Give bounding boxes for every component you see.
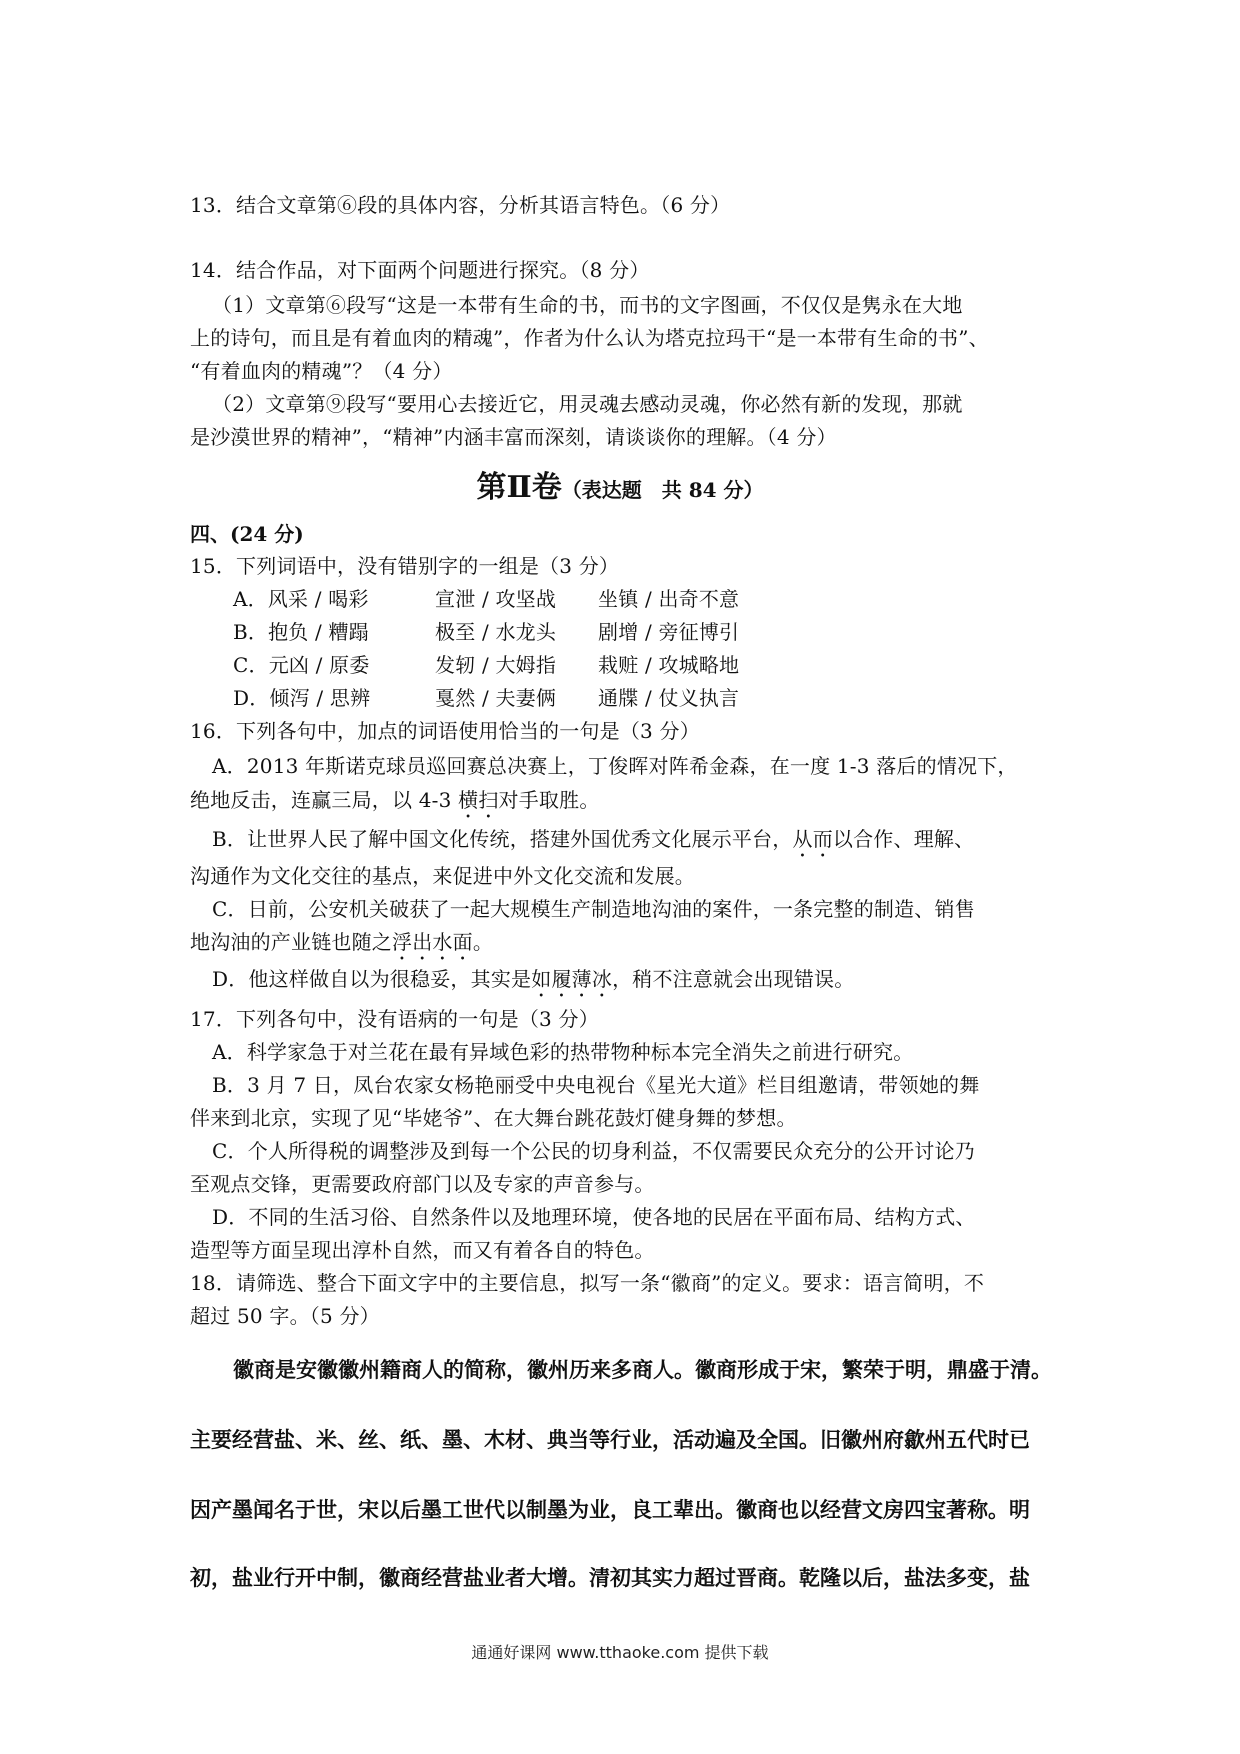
option-b-group2: 极至 / 水龙头 bbox=[435, 620, 557, 644]
question-15-option-a bbox=[233, 583, 739, 612]
text-segment: 以合作、理解、 bbox=[832, 827, 975, 851]
passage-line-1: 徽商是安徽徽州籍商人的简称，徽州历来多商人。徽商形成于宋，繁荣于明，鼎盛于清。 bbox=[233, 1358, 1052, 1382]
question-16-option-c-line1: C．日前，公安机关破获了一起大规模生产制造地沟油的案件，一条完整的制造、销售 bbox=[212, 897, 975, 921]
question-15-option-b bbox=[233, 616, 739, 645]
dotted-word: 浮出水面 bbox=[392, 930, 473, 954]
question-17-stem: 17．下列各句中，没有语病的一句是（3 分） bbox=[190, 1007, 599, 1031]
option-b-group3: 剧增 / 旁征博引 bbox=[598, 620, 740, 644]
option-a-group1: A．风采 / 喝彩 bbox=[233, 587, 369, 611]
question-17-option-c-line2: 至观点交锋，更需要政府部门以及专家的声音参与。 bbox=[190, 1172, 655, 1196]
footer-source: 通通好课网 www.tthaoke.com 提供下载 bbox=[471, 1643, 769, 1662]
option-c-group3: 栽赃 / 攻城略地 bbox=[598, 653, 740, 677]
option-a-group3: 坐镇 / 出奇不意 bbox=[598, 587, 740, 611]
question-17-option-d-line2: 造型等方面呈现出淳朴自然，而又有着各自的特色。 bbox=[190, 1238, 655, 1262]
question-17-option-d-line1: D．不同的生活习俗、自然条件以及地理环境，使各地的民居在平面布局、结构方式、 bbox=[212, 1205, 976, 1229]
option-c-group2: 发轫 / 大姆指 bbox=[435, 653, 557, 677]
passage-line-4: 初，盐业行开中制，徽商经营盐业者大增。清初其实力超过晋商。乾隆以后，盐法多变，盐 bbox=[190, 1566, 1030, 1590]
question-17-option-b-line2: 伴来到北京，实现了见“毕姥爷”、在大舞台跳花鼓灯健身舞的梦想。 bbox=[190, 1106, 797, 1130]
option-c-group1: C．元凶 / 原委 bbox=[233, 653, 370, 677]
text-segment: D．他这样做自以为很稳妥，其实是 bbox=[212, 967, 532, 991]
question-14-stem: 14．结合作品，对下面两个问题进行探究。（8 分） bbox=[190, 258, 650, 282]
question-17-option-c-line1: C．个人所得税的调整涉及到每一个公民的切身利益，不仅需要民众充分的公开讨论乃 bbox=[212, 1139, 975, 1163]
question-17-option-b-line1: B．3 月 7 日，凤台农家女杨艳丽受中央电视台《星光大道》栏目组邀请，带领她的舞 bbox=[212, 1073, 980, 1097]
question-14-part1-line2: 上的诗句，而且是有着血肉的精魂”，作者为什么认为塔克拉玛干“是一本带有生命的书”、 bbox=[190, 326, 989, 350]
question-14-part2-line1: （2）文章第⑨段写“要用心去接近它，用灵魂去感动灵魂，你必然有新的发现，那就 bbox=[212, 392, 963, 416]
part2-subtitle: （表达题 共 84 分） bbox=[561, 478, 764, 502]
question-14-part1-line3: “有着血肉的精魂”？（4 分） bbox=[190, 359, 453, 383]
question-14-part2-line2: 是沙漠世界的精神”，“精神”内涵丰富而深刻，请谈谈你的理解。（4 分） bbox=[190, 425, 837, 449]
question-15-option-c bbox=[233, 649, 739, 678]
question-16-option-b-line2: 沟通作为文化交往的基点，来促进中外文化交流和发展。 bbox=[190, 864, 695, 888]
text-segment: 。 bbox=[472, 930, 494, 954]
question-16-option-d bbox=[212, 963, 854, 1002]
question-18-stem-line1: 18．请筛选、整合下面文字中的主要信息，拟写一条“徽商”的定义。要求：语言简明，不 bbox=[190, 1271, 985, 1295]
dotted-word: 从而 bbox=[792, 827, 833, 851]
part2-heading bbox=[0, 462, 1240, 506]
question-16-option-c-line2 bbox=[190, 926, 493, 965]
passage-line-2: 主要经营盐、米、丝、纸、墨、木材、典当等行业，活动遍及全国。旧徽州府歙州五代时已 bbox=[190, 1428, 1030, 1452]
question-16-option-b-line1 bbox=[212, 823, 974, 862]
dotted-word: 如履薄冰 bbox=[531, 967, 613, 991]
option-b-group1: B．抱负 / 糟蹋 bbox=[233, 620, 369, 644]
question-16-stem: 16．下列各句中，加点的词语使用恰当的一句是（3 分） bbox=[190, 719, 700, 743]
option-d-group1: D．倾泻 / 思辨 bbox=[233, 686, 371, 710]
option-d-group2: 戛然 / 夫妻俩 bbox=[435, 686, 557, 710]
option-a-group2: 宣泄 / 攻坚战 bbox=[435, 587, 557, 611]
text-segment: 地沟油的产业链也随之 bbox=[190, 930, 392, 954]
text-segment: ，稍不注意就会出现错误。 bbox=[612, 967, 855, 991]
text-segment: 绝地反击，连赢三局，以 4-3 bbox=[190, 788, 459, 812]
question-15-option-d bbox=[233, 682, 739, 711]
passage-line-3: 因产墨闻名于世，宋以后墨工世代以制墨为业，良工辈出。徽商也以经营文房四宝著称。明 bbox=[190, 1498, 1030, 1522]
part2-title: 第Ⅱ卷 bbox=[476, 470, 562, 505]
question-17-option-a: A．科学家急于对兰花在最有异域色彩的热带物种标本完全消失之前进行研究。 bbox=[212, 1040, 914, 1064]
question-16-option-a-line2 bbox=[190, 784, 600, 823]
question-18-stem-line2: 超过 50 字。（5 分） bbox=[190, 1304, 380, 1328]
option-d-group3: 通牒 / 仗义执言 bbox=[598, 686, 740, 710]
text-segment: B．让世界人民了解中国文化传统，搭建外国优秀文化展示平台， bbox=[212, 827, 793, 851]
section-4-heading: 四、(24 分) bbox=[190, 522, 304, 546]
dotted-word: 横扫 bbox=[458, 788, 499, 812]
question-13: 13．结合文章第⑥段的具体内容，分析其语言特色。（6 分） bbox=[190, 193, 731, 217]
question-15-stem: 15．下列词语中，没有错别字的一组是（3 分） bbox=[190, 554, 620, 578]
question-16-option-a-line1: A．2013 年斯诺克球员巡回赛总决赛上，丁俊晖对阵希金森，在一度 1-3 落后的情况下， bbox=[212, 754, 1018, 778]
question-14-part1-line1: （1）文章第⑥段写“这是一本带有生命的书，而书的文字图画，不仅仅是隽永在大地 bbox=[212, 293, 963, 317]
text-segment: 对手取胜。 bbox=[498, 788, 600, 812]
